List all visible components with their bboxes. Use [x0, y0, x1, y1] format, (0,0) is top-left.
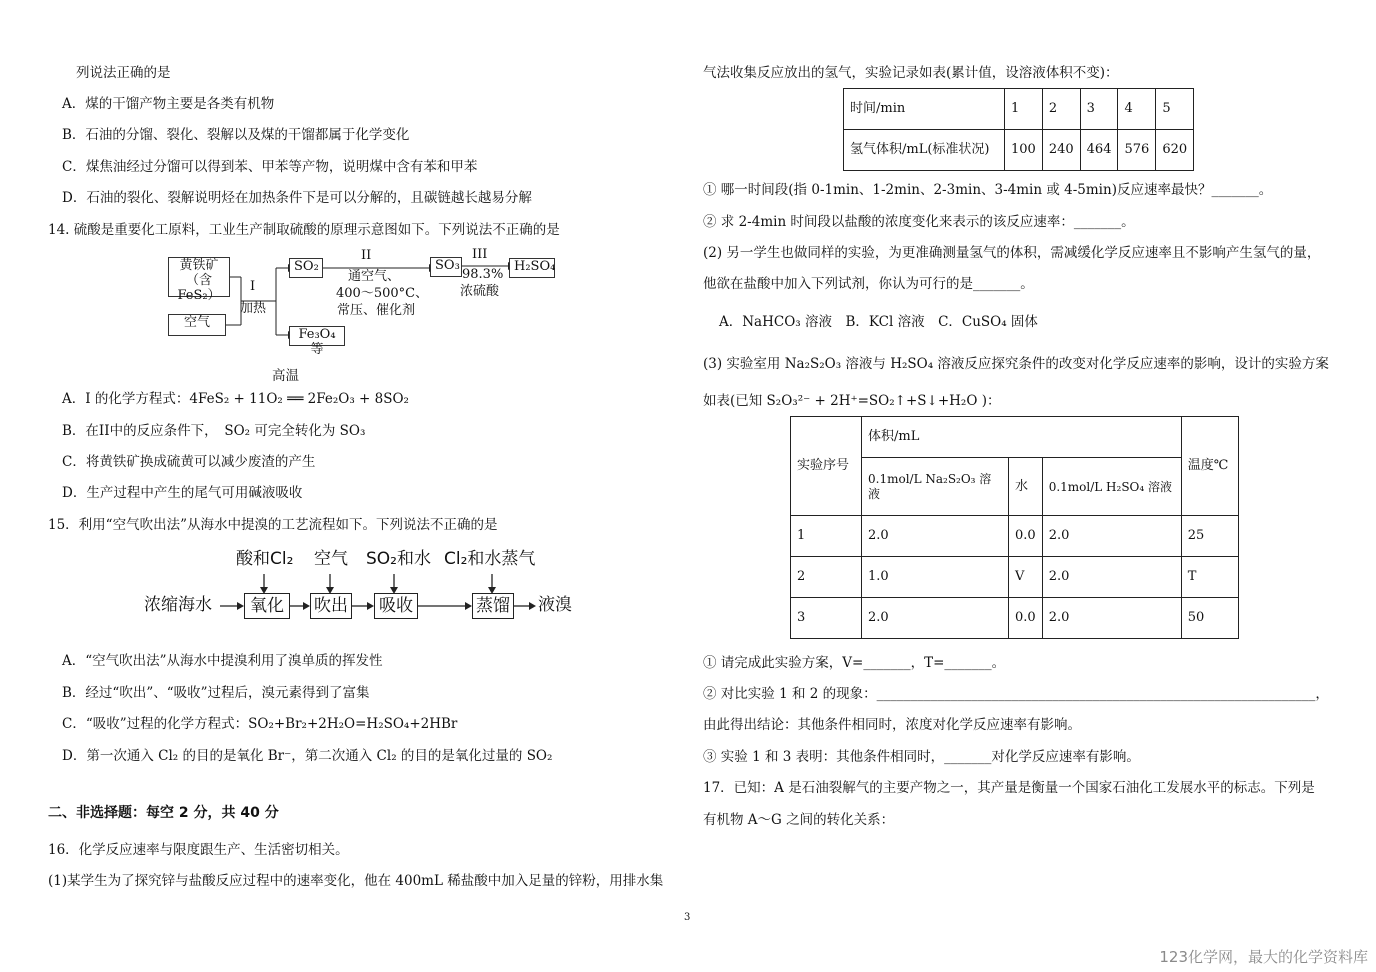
table-cell: 576: [1118, 130, 1156, 171]
q16-3-sub3: ③ 实验 1 和 3 表明：其他条件相同时，_______对化学反应速率有影响。: [703, 749, 1140, 765]
table-cell: 4: [1118, 89, 1156, 130]
q16-3-sub1: ① 请完成此实验方案，V=_______，T=_______。: [703, 655, 1006, 671]
q17-line2: 有机物 A～G 之间的转化关系：: [703, 812, 895, 828]
q16-1-sub2: ② 求 2-4min 时间段以盐酸的浓度变化来表示的该反应速率：_______。: [703, 214, 1135, 230]
q16-3-line2: 如表(已知 S₂O₃²⁻ + 2H⁺=SO₂↑+S↓+H₂O )：: [703, 393, 1001, 409]
step-blow-out: 吹出: [310, 593, 352, 619]
table-cell: V: [1009, 557, 1043, 598]
hydrogen-volume-table: [843, 88, 1194, 171]
q17-line1: 17．已知：A 是石油裂解气的主要产物之一，其产量是衡量一个国家石油化工发展水平的标志。下列是: [703, 780, 1315, 796]
watermark: 123化学网，最大的化学资料库: [1159, 948, 1368, 966]
q15-option-a: A．“空气吹出法”从海水中提溴利用了溴单质的挥发性: [62, 653, 383, 669]
table-cell: 氢气体积/mL(标准状况): [844, 130, 1005, 171]
input-so2-water: SO₂和水: [366, 549, 431, 569]
q16-2-line1: (2) 另一学生也做同样的实验，为更准确测量氢气的体积，需减缓化学反应速率且不影响产生氢气的量，: [703, 245, 1321, 261]
table-row: [844, 89, 1194, 130]
q16-part1: (1)某学生为了探究锌与盐酸反应过程中的速率变化，他在 400mL 稀盐酸中加入足量的锌粉，用排水集: [48, 873, 664, 889]
table-cell: 100: [1005, 130, 1043, 171]
q16-2-line2: 他欲在盐酸中加入下列试剂，你认为可行的是_______。: [703, 276, 1034, 292]
q15-flow-arrows: [48, 0, 678, 640]
q14-stem: 14. 硫酸是重要化工原料，工业生产制取硫酸的原理示意图如下。下列说法不正确的是: [48, 222, 560, 238]
experiment-design-table: [790, 416, 1239, 639]
table-cell: 2.0: [862, 598, 1009, 639]
q13-option-c: C．煤焦油经过分馏可以得到苯、甲苯等产物，说明煤中含有苯和甲苯: [62, 159, 478, 175]
table-cell: 3: [1080, 89, 1118, 130]
header-h2so4: 0.1mol/L H₂SO₄ 溶液: [1042, 458, 1181, 516]
q13-stem-tail: 列说法正确的是: [76, 65, 171, 81]
q13-option-a: A．煤的干馏产物主要是各类有机物: [62, 96, 275, 112]
table-row: [791, 417, 1239, 458]
flow-start: 浓缩海水: [144, 595, 212, 615]
q13-option-b: B．石油的分馏、裂化、裂解以及煤的干馏都属于化学变化: [62, 127, 410, 143]
table-cell: 620: [1156, 130, 1194, 171]
step-oxidation: 氧化: [244, 593, 290, 619]
table-cell: 2.0: [1042, 516, 1181, 557]
header-volume: 体积/mL: [862, 417, 1182, 458]
page-number: 3: [684, 912, 691, 923]
step3-condition-1: 98.3%: [462, 267, 504, 282]
table-cell: 240: [1042, 130, 1080, 171]
header-water: 水: [1009, 458, 1043, 516]
table-cell: 3: [791, 598, 862, 639]
step2-condition-3: 常压、催化剂: [337, 303, 416, 318]
table-cell: 25: [1181, 516, 1238, 557]
step3-condition-2: 浓硫酸: [460, 284, 500, 299]
table-cell: 0.0: [1009, 598, 1043, 639]
section-title: 二、非选择题：每空 2 分，共 40 分: [48, 805, 279, 821]
table-row: [844, 130, 1194, 171]
step1-label: I: [250, 279, 256, 294]
table-row: [791, 557, 1239, 598]
input-air: 空气: [314, 549, 348, 569]
reaction-condition-gaowen: 高温: [272, 368, 299, 384]
step1-condition: 加热: [240, 301, 267, 316]
q16-part1-cont: 气法收集反应放出的氢气，实验记录如表(累计值，设溶液体积不变)：: [703, 65, 1119, 81]
q15-option-c: C．“吸收”过程的化学方程式：SO₂+Br₂+2H₂O=H₂SO₄+2HBr: [62, 716, 458, 732]
table-cell: 1.0: [862, 557, 1009, 598]
q13-option-d: D．石油的裂化、裂解说明烃在加热条件下是可以分解的，且碳链越长越易分解: [62, 190, 532, 206]
table-cell: 50: [1181, 598, 1238, 639]
input-cl2-steam: Cl₂和水蒸气: [444, 549, 536, 569]
table-cell: 1: [791, 516, 862, 557]
table-cell: 2: [791, 557, 862, 598]
pyrite-label: 黄铁矿: [179, 258, 219, 273]
q16-stem: 16．化学反应速率与限度跟生产、生活密切相关。: [48, 842, 349, 858]
step-distillation: 蒸馏: [472, 593, 514, 619]
q16-3-line1: (3) 实验室用 Na₂S₂O₃ 溶液与 H₂SO₄ 溶液反应探究条件的改变对化学反应速率的影响，设计的实验方案: [703, 356, 1329, 372]
q15-option-d: D．第一次通入 Cl₂ 的目的是氧化 Br⁻，第二次通入 Cl₂ 的目的是氧化过量的 SO₂: [62, 748, 553, 764]
table-row: [791, 598, 1239, 639]
table-cell: 时间/min: [844, 89, 1005, 130]
header-na2s2o3: 0.1mol/L Na₂S₂O₃ 溶液: [862, 458, 1009, 516]
input-acid-cl2: 酸和Cl₂: [236, 549, 294, 569]
table-cell: 2.0: [862, 516, 1009, 557]
step2-condition-1: 通空气、: [348, 269, 401, 284]
table-cell: T: [1181, 557, 1238, 598]
step-absorption: 吸收: [374, 593, 418, 619]
header-temp: 温度℃: [1181, 417, 1238, 516]
so3-box: SO₃: [430, 257, 462, 277]
table-cell: 2.0: [1042, 598, 1181, 639]
q14-option-c: C．将黄铁矿换成硫黄可以减少废渣的产生: [62, 454, 316, 470]
q16-3-sub2-conclusion: 由此得出结论：其他条件相同时，浓度对化学反应速率有影响。: [703, 717, 1081, 733]
q16-3-sub2: ② 对比实验 1 和 2 的现象：_________________________________________________________________，: [703, 686, 1329, 702]
q15-stem: 15．利用“空气吹出法”从海水中提溴的工艺流程如下。下列说法不正确的是: [48, 517, 498, 533]
flow-end: 液溴: [538, 595, 572, 615]
air-box: 空气: [168, 314, 226, 336]
q16-2-options: A．NaHCO₃ 溶液 B．KCl 溶液 C．CuSO₄ 固体: [719, 314, 1038, 330]
q15-flow: [48, 0, 678, 640]
fe3o4-box: Fe₃O₄等: [289, 326, 345, 346]
q14-option-a: A．I 的化学方程式：4FeS₂ + 11O₂ ══ 2Fe₂O₃ + 8SO₂: [62, 391, 409, 407]
pyrite-sub-label: （含FeS₂）: [177, 272, 221, 303]
table-row: [791, 516, 1239, 557]
table-cell: 464: [1080, 130, 1118, 171]
step2-label: II: [361, 248, 372, 263]
table-cell: 5: [1156, 89, 1194, 130]
q16-1-sub1: ① 哪一时间段(指 0-1min、1-2min、2-3min、3-4min 或 4-5min)反应速率最快？_______。: [703, 182, 1273, 198]
q14-option-b: B．在II中的反应条件下， SO₂ 可完全转化为 SO₃: [62, 423, 366, 439]
table-cell: 1: [1005, 89, 1043, 130]
step2-condition-2: 400～500°C、: [336, 286, 429, 301]
table-cell: 0.0: [1009, 516, 1043, 557]
table-cell: 2: [1042, 89, 1080, 130]
h2so4-box: H₂SO₄: [509, 258, 555, 278]
so2-box: SO₂: [289, 258, 323, 278]
q15-option-b: B．经过“吹出”、“吸收”过程后，溴元素得到了富集: [62, 685, 370, 701]
table-cell: 2.0: [1042, 557, 1181, 598]
step3-label: III: [472, 247, 488, 262]
header-seq: 实验序号: [791, 417, 862, 516]
q14-option-d: D．生产过程中产生的尾气可用碱液吸收: [62, 485, 303, 501]
